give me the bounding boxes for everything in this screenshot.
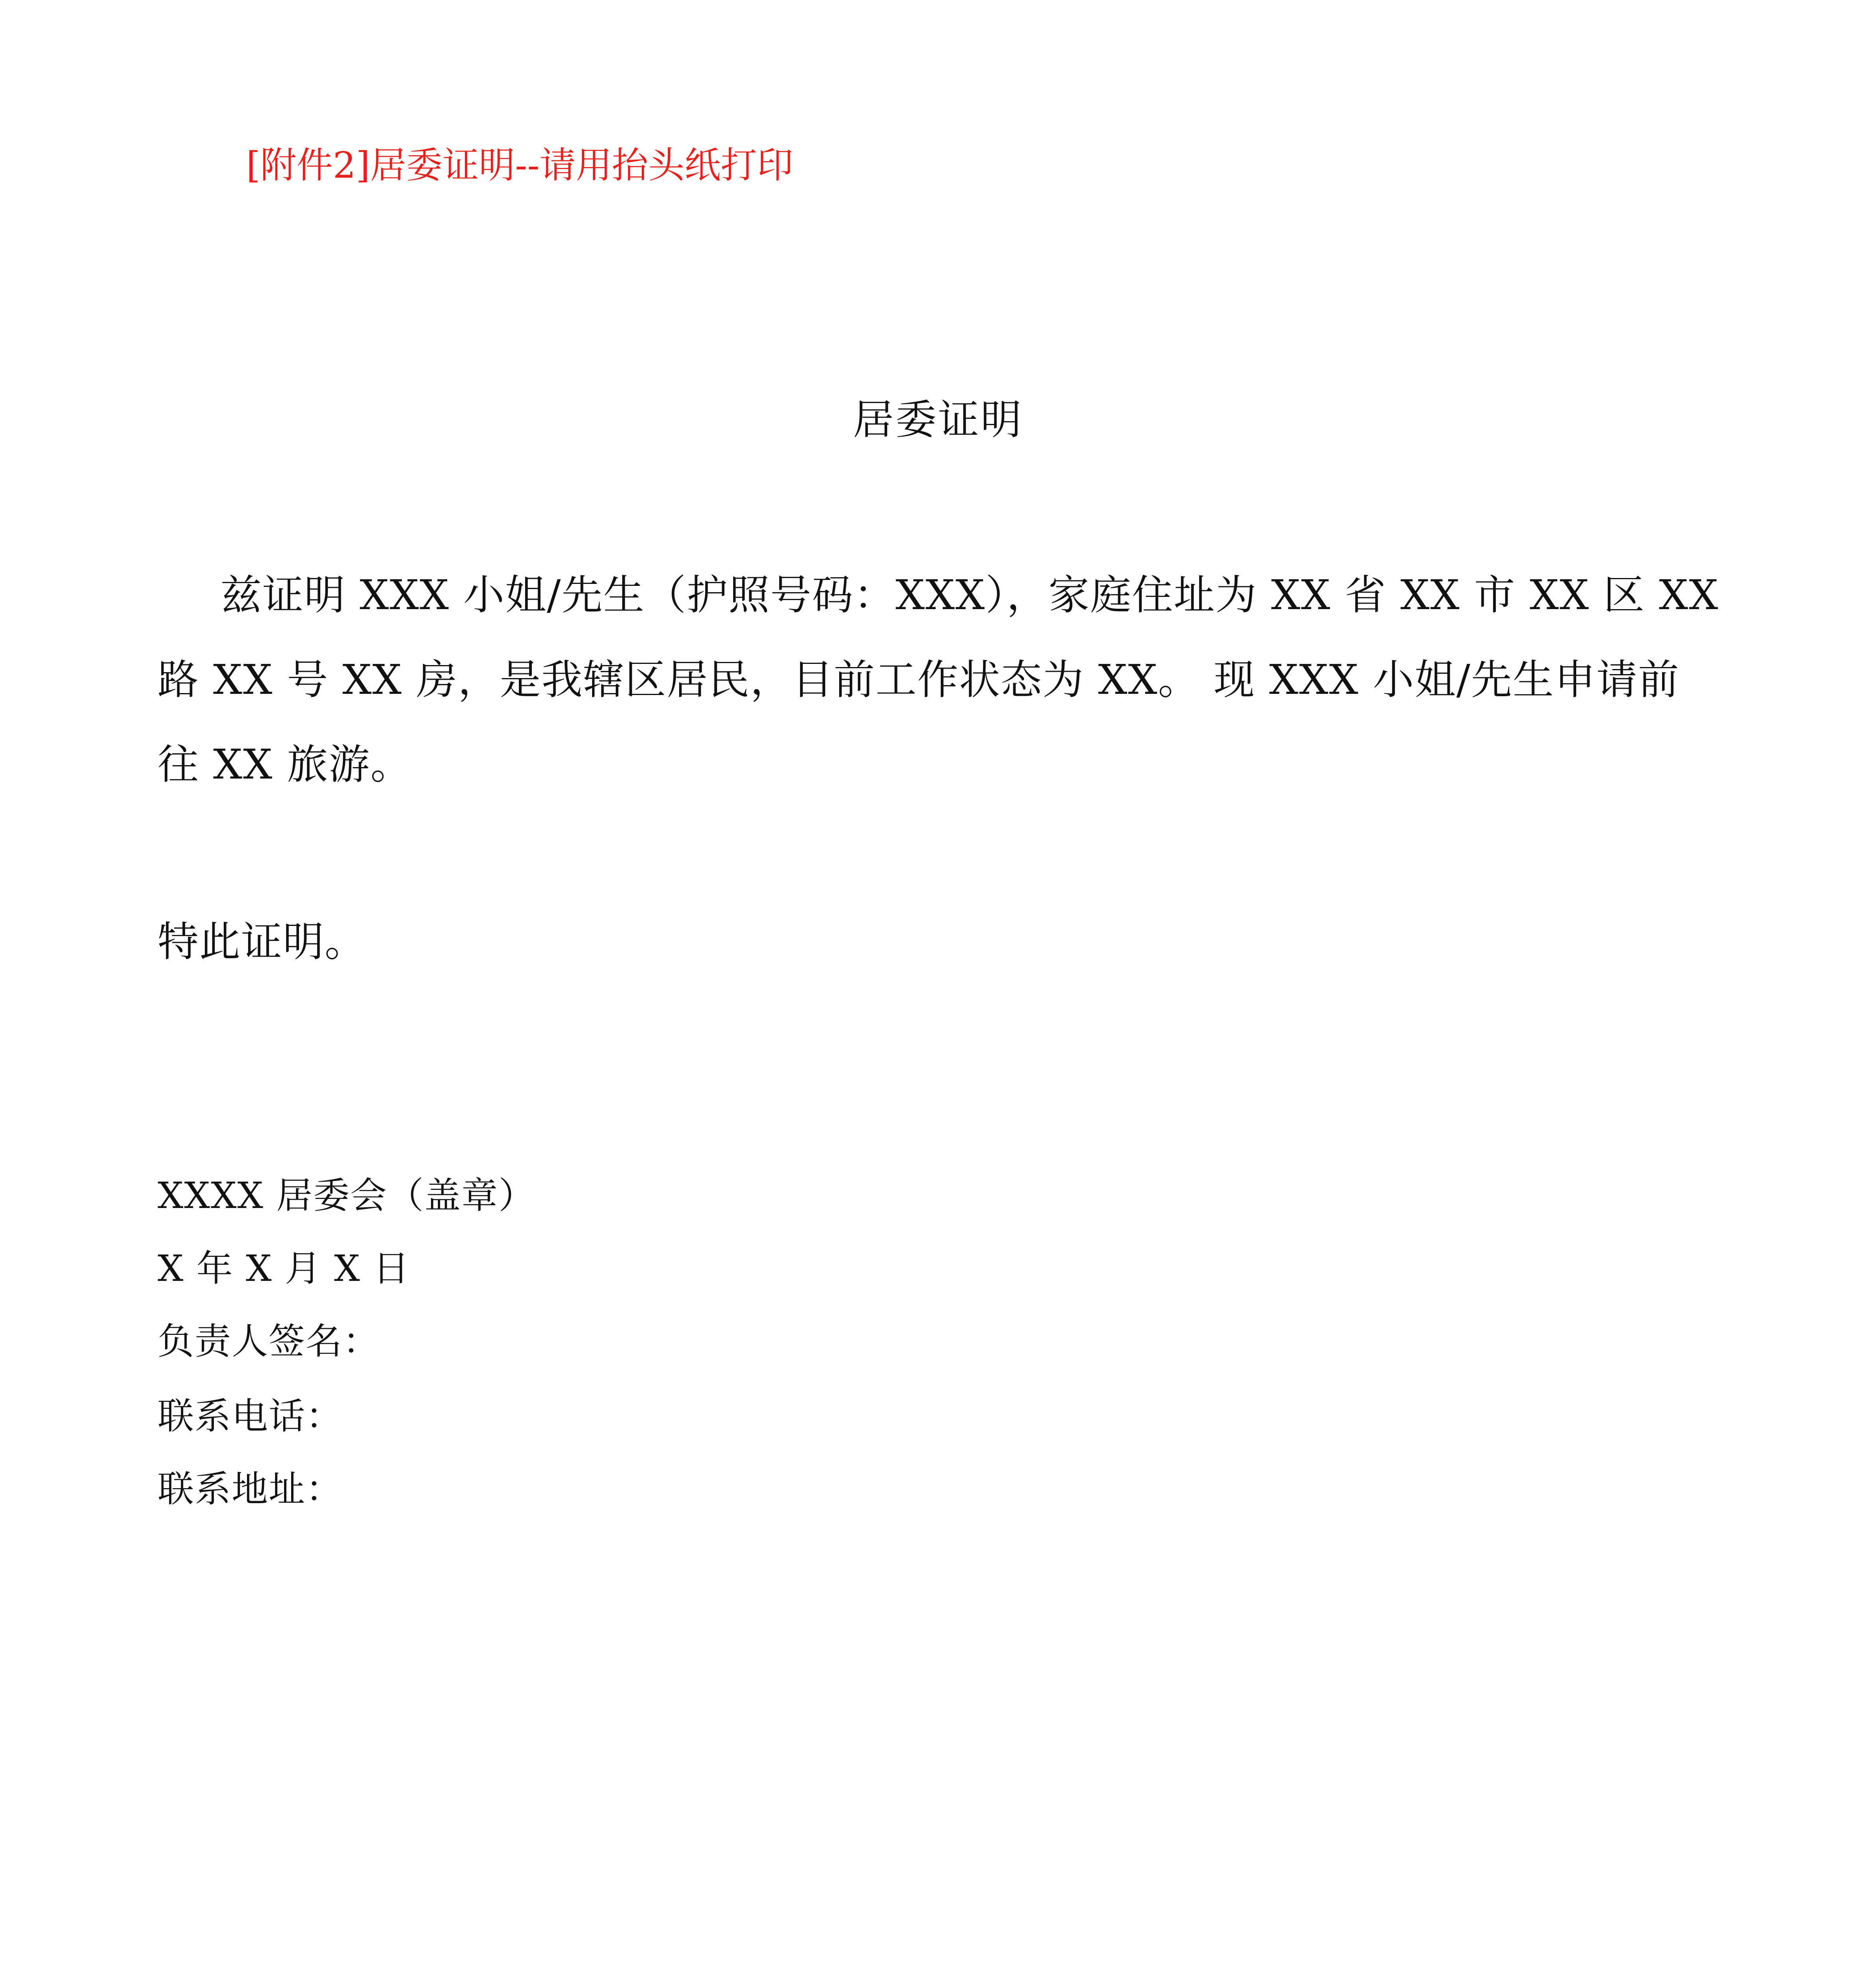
closing-statement: 特此证明。	[158, 918, 367, 966]
committee-stamp-line: XXXX 居委会（盖章）	[158, 1175, 536, 1217]
body-paragraph-line-1: 兹证明 XXX 小姐/先生（护照号码：XXX），家庭住址为 XX 省 XX 市 XX 区 XX	[221, 571, 1719, 619]
document-title: 居委证明	[853, 396, 1023, 444]
contact-phone-line: 联系电话：	[158, 1395, 343, 1437]
attachment-note: [附件2]居委证明--请用抬头纸打印	[246, 144, 793, 186]
body-paragraph-line-2: 路 XX 号 XX 房，是我辖区居民，目前工作状态为 XX。 现 XXX 小姐/先生申请前	[158, 656, 1680, 704]
date-line: X 年 X 月 X 日	[158, 1247, 410, 1290]
contact-address-line: 联系地址：	[158, 1468, 343, 1510]
signature-line: 负责人签名：	[158, 1320, 380, 1362]
body-paragraph-line-3: 往 XX 旅游。	[158, 740, 412, 788]
